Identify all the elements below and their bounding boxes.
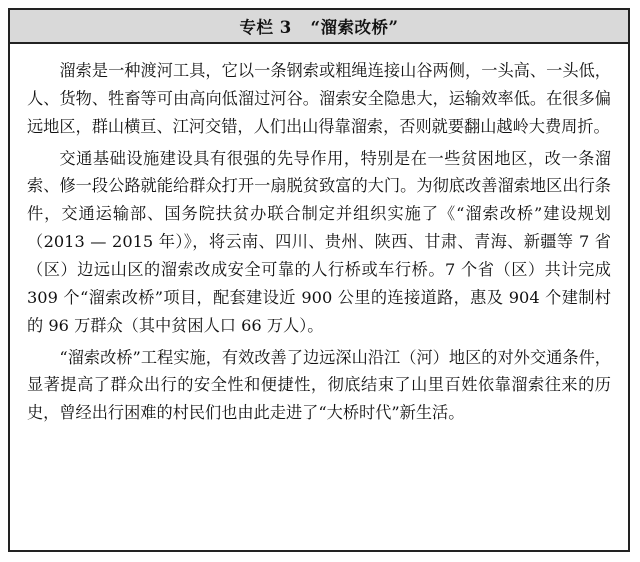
feature-box	[8, 8, 630, 552]
feature-box-header	[10, 10, 628, 44]
paragraph: 溜索是一种渡河工具，它以一条钢索或粗绳连接山谷两侧，一头高、一头低，人、货物、牲畜等可由高向低溜过河谷。溜索安全隐患大，运输效率低。在很多偏远地区，群山横亘、江河交错，人们出山得靠溜索，否则就要翻山越岭大费周折。	[27, 61, 611, 136]
feature-box-body	[10, 44, 628, 550]
paragraph: “溜索改桥”工程实施，有效改善了边远深山沿江（河）地区的对外交通条件，显著提高了群众出行的安全性和便捷性，彻底结束了山里百姓依靠溜索往来的历史，曾经出行困难的村民们也由此走进了“大桥时代”新生活。	[27, 347, 611, 423]
paragraph: 交通基础设施建设具有很强的先导作用，特别是在一些贫困地区，改一条溜索、修一段公路就能给群众打开一扇脱贫致富的大门。为彻底改善溜索地区出行条件，交通运输部、国务院扶贫办联合制定并组织实施了《“溜索改桥”建设规划（2013 — 2015 年）》，将云南、四川、贵州、陕西、甘肃、青海、新疆等 7 省（区）边远山区的溜索改成安全可靠的人行桥或车行桥。7 个省（区）共计完成 309 个“溜索改桥”项目，配套建设近 900 公里的连接道路，惠及 904 个建制村的 96 万群众（其中贫困人口 66 万人）。	[27, 148, 611, 335]
feature-box-title: 专栏 3 “溜索改桥”	[239, 18, 399, 37]
